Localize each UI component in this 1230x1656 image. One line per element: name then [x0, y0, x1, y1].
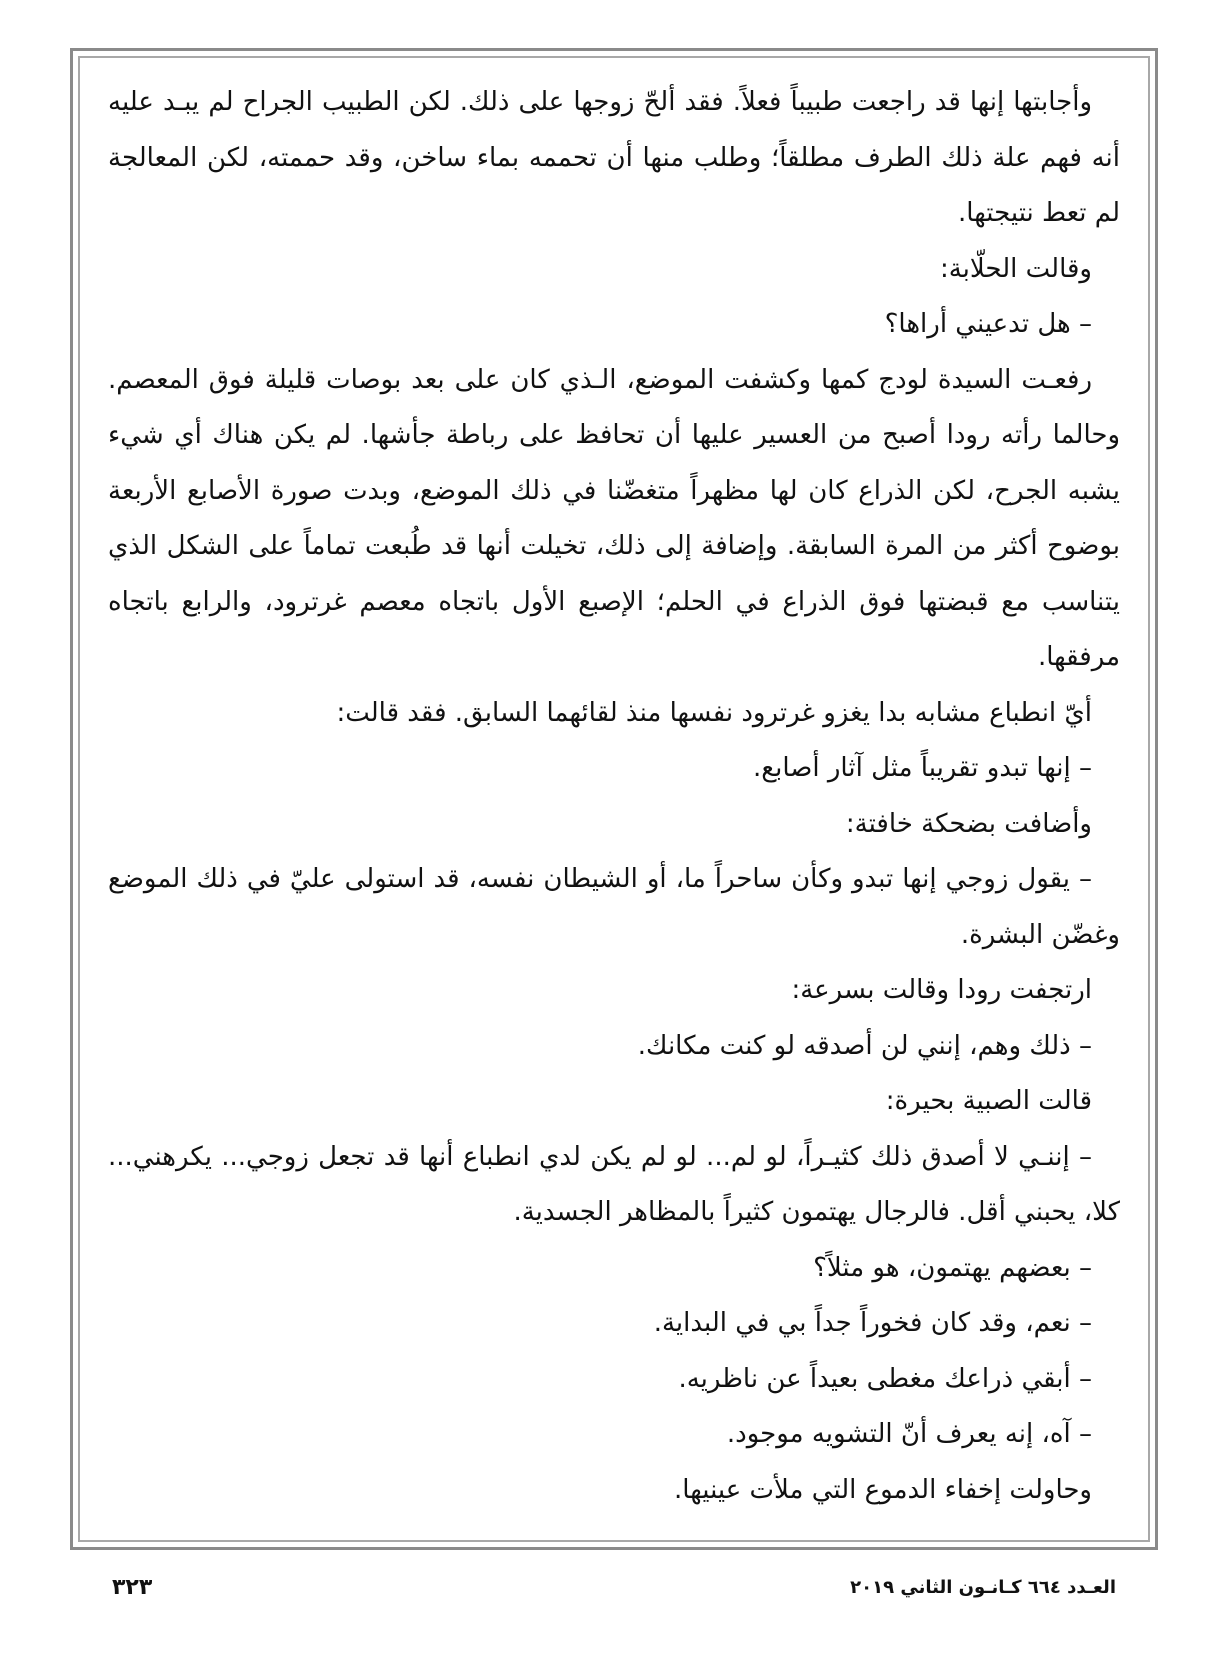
paragraph-16: – آه، إنه يعرف أنّ التشويه موجود.	[726, 1419, 1092, 1449]
paragraph-15: – أبقي ذراعك مغطى بعيداً عن ناظريه.	[678, 1363, 1092, 1394]
paragraph-11: قالت الصبية بحيرة:	[885, 1086, 1092, 1116]
paragraph-2: وقالت الحلّابة:	[939, 253, 1092, 284]
paragraph-10: – ذلك وهم، إنني لن أصدقه لو كنت مكانك.	[637, 1030, 1092, 1061]
story-text	[108, 75, 1120, 1518]
paragraph-14: – نعم، وقد كان فخوراً جداً بي في البداية.	[653, 1308, 1092, 1338]
paragraph-9: ارتجفت رودا وقالت بسرعة:	[791, 975, 1092, 1005]
paragraph-17: وحاولت إخفاء الدموع التي ملأت عينيها.	[674, 1474, 1092, 1505]
paragraph-5: أيّ انطباع مشابه بدا يغزو غرترود نفسها منذ لقائهما السابق. فقد قالت:	[336, 697, 1092, 728]
paragraph-6: – إنها تبدو تقريباً مثل آثار أصابع.	[753, 753, 1092, 783]
paragraph-4: رفعـت السيدة لودج كمها وكشفت الموضع، الـذي كان على بعد بوصات قليلة فوق المعصم. وحالما رأته رودا أصبح من العسير عليها أن تحافظ على رباطة جأشها. لم يكن هناك أي شيء يشبه الجرح، لكن الذراع كان لها مظهراً متغضّنا في ذلك الموضع، وبدت صورة الأصابع الأربعة بوضوح أكثر من المرة السابقة. وإضافة إلى ذلك، تخيلت أنها قد طُبعت تماماً على الشكل الذي يتناسب مع قبضتها فوق الذراع في الحلم؛ الإصبع الأول باتجاه معصم غرترود، والرابع باتجاه مرفقها.	[108, 364, 1120, 672]
paragraph-12: – إننـي لا أصدق ذلك كثيـراً، لو لم... لو لم يكن لدي انطباع أنها قد تجعل زوجي... يكرهني... كلا، يحبني أقل. فالرجال يهتمون كثيراً بالمظاهر الجسدية.	[108, 1141, 1120, 1227]
paragraph-13: – بعضهم يهتمون، هو مثلاً؟	[813, 1252, 1092, 1283]
page-footer	[112, 1577, 1116, 1607]
issue-label: العـدد ٦٦٤ كـانـون الثاني ٢٠١٩	[850, 1577, 1116, 1598]
paragraph-8: – يقول زوجي إنها تبدو وكأن ساحراً ما، أو الشيطان نفسه، قد استولى عليّ في ذلك الموضع وغضّن البشرة.	[108, 864, 1120, 950]
paragraph-3: – هل تدعيني أراها؟	[884, 309, 1092, 339]
paragraph-7: وأضافت بضحكة خافتة:	[845, 808, 1092, 839]
paragraph-1: وأجابتها إنها قد راجعت طبيباً فعلاً. فقد ألحّ زوجها على ذلك. لكن الطبيب الجراح لم يبـد عليه أنه فهم علة ذلك الطرف مطلقاً؛ وطلب منها أن تحممه بماء ساخن، وقد حممته، لكن المعالجة لم تعط نتيجتها.	[108, 87, 1120, 228]
page-number: ٣٢٣	[112, 1575, 153, 1600]
